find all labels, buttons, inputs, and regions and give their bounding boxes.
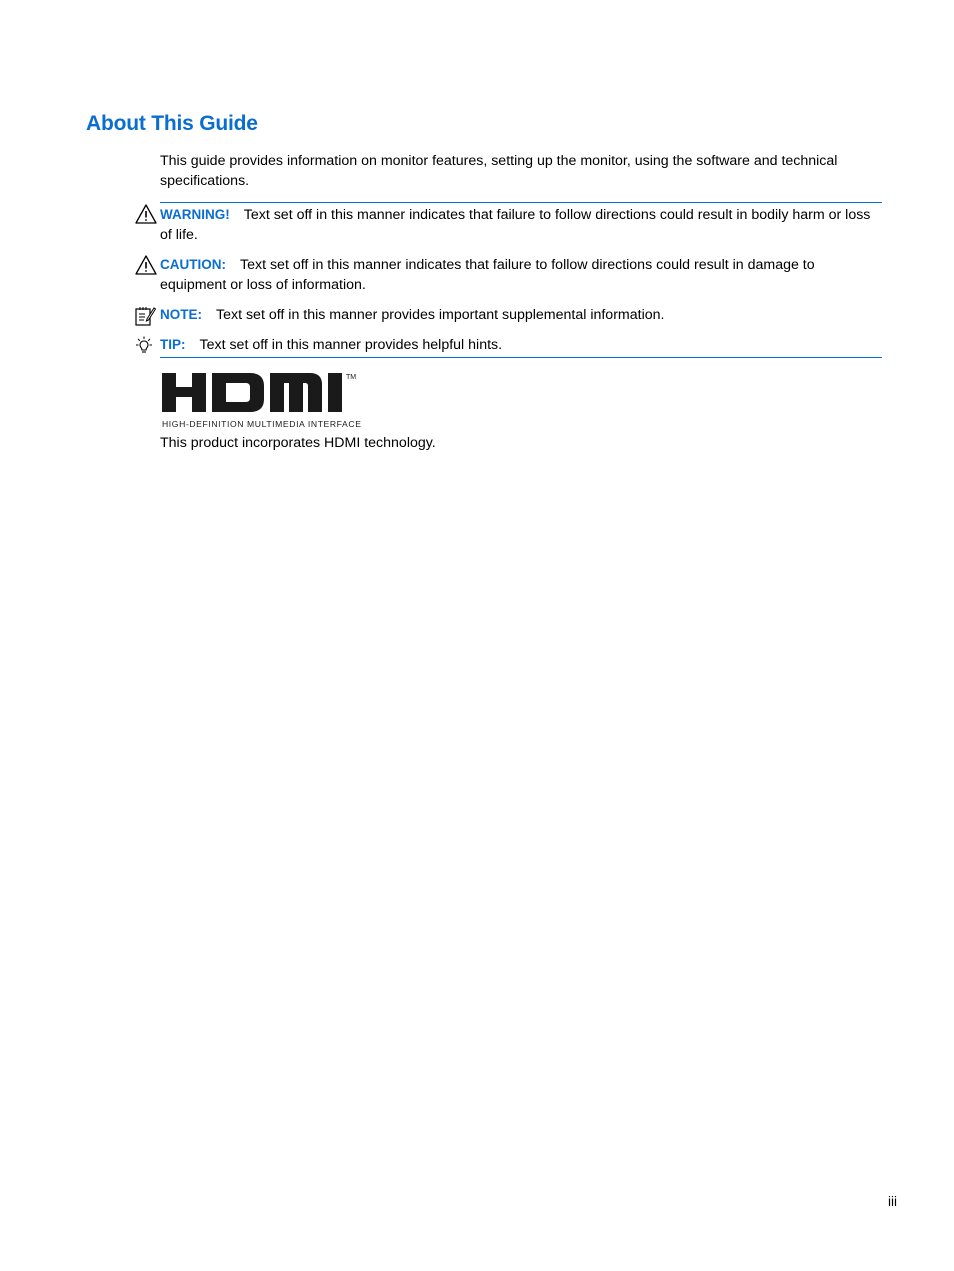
hdmi-statement: This product incorporates HDMI technology. [160, 435, 436, 451]
lightbulb-icon [133, 335, 155, 357]
warning-text: Text set off in this manner indicates that failure to follow directions could result in bodily harm or loss of life. [160, 207, 871, 243]
caution-triangle-icon [135, 254, 157, 276]
caution-notice [160, 255, 884, 295]
hdmi-tagline: HIGH-DEFINITION MULTIMEDIA INTERFACE [162, 419, 362, 429]
note-pad-icon [134, 305, 156, 327]
intro-paragraph: This guide provides information on monitor features, setting up the monitor, using the software and technical specifications. [160, 153, 838, 189]
page-title: About This Guide [86, 112, 258, 135]
hdmi-tm-mark: TM [346, 374, 357, 381]
note-text: Text set off in this manner provides important supplemental information. [216, 307, 665, 323]
warning-label: WARNING! [160, 207, 230, 222]
caution-text: Text set off in this manner indicates that failure to follow directions could result in damage to equipment or loss of information. [160, 257, 815, 293]
notice-bottom-divider [160, 357, 882, 358]
notice-top-divider [160, 202, 882, 203]
tip-notice [160, 335, 884, 356]
warning-triangle-icon [135, 203, 157, 225]
tip-text: Text set off in this manner provides helpful hints. [199, 337, 503, 353]
hdmi-logo [160, 370, 400, 432]
note-label: NOTE: [160, 307, 202, 322]
tip-label: TIP: [160, 337, 186, 352]
caution-label: CAUTION: [160, 257, 226, 272]
warning-notice [160, 205, 884, 245]
page-number: iii [888, 1194, 897, 1209]
note-notice [160, 305, 884, 326]
